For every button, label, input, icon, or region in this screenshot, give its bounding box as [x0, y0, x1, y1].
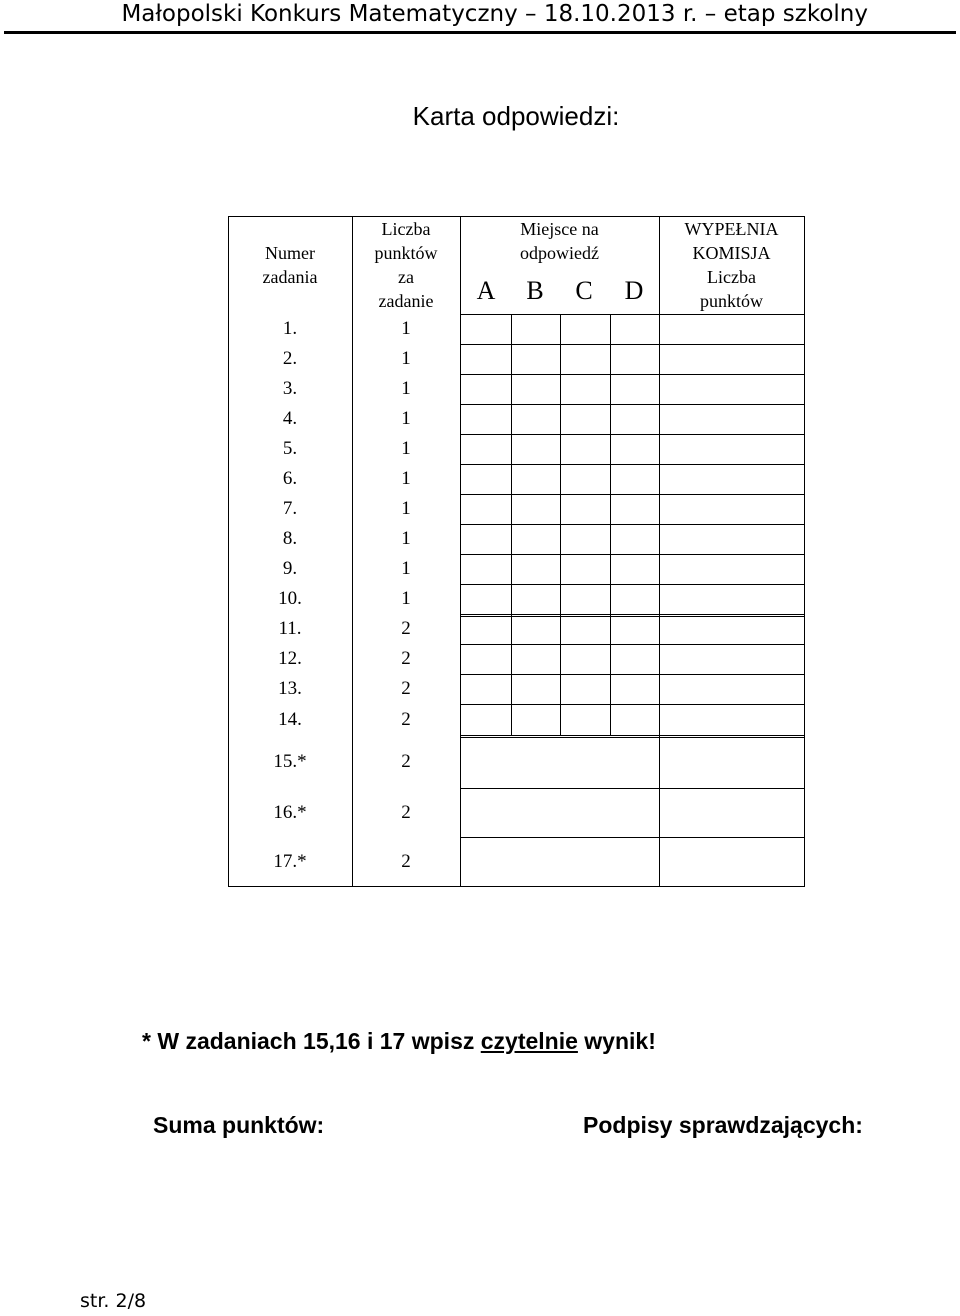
col-divider — [659, 216, 660, 886]
col-divider — [460, 216, 461, 886]
note-text-after: wynik! — [577, 1028, 656, 1054]
task-number-8: 8. — [282, 528, 298, 549]
task-number-6: 6. — [282, 468, 298, 489]
row-divider — [460, 404, 805, 405]
task-number-1: 1. — [282, 318, 298, 339]
row-divider — [460, 344, 805, 345]
row-divider — [460, 737, 805, 738]
page-number: str. 2/8 — [80, 1290, 147, 1312]
table-border-right — [804, 216, 805, 887]
task-number-7: 7. — [282, 498, 298, 519]
task-points-10: 1 — [401, 588, 411, 609]
header-task-line-1: Numer — [265, 243, 315, 263]
table-border-bottom — [228, 886, 805, 887]
task-points-13: 2 — [401, 678, 411, 699]
row-divider — [460, 735, 805, 736]
header-answer-line-2: odpowiedź — [520, 243, 599, 263]
row-divider — [460, 644, 805, 645]
task-number-12: 12. — [278, 648, 302, 669]
task-number-14: 14. — [278, 709, 302, 730]
task-points-11: 2 — [401, 618, 411, 639]
task-points-9: 1 — [401, 558, 411, 579]
task-points-7: 1 — [401, 498, 411, 519]
row-divider — [460, 616, 805, 617]
task-number-13: 13. — [278, 678, 302, 699]
header-commission-line-1: WYPEŁNIA — [684, 219, 779, 239]
task-points-12: 2 — [401, 648, 411, 669]
instruction-note — [142, 1026, 656, 1056]
task-points-14: 2 — [401, 709, 411, 730]
page-title: Karta odpowiedzi: — [412, 101, 620, 131]
header-answer-line-1: Miejsce na — [520, 219, 599, 239]
task-points-6: 1 — [401, 468, 411, 489]
task-points-2: 1 — [401, 348, 411, 369]
row-divider — [460, 584, 805, 585]
task-points-15: 2 — [401, 751, 411, 772]
header-points-line-4: zadanie — [378, 291, 434, 311]
row-divider — [460, 554, 805, 555]
header-commission-line-3: Liczba — [707, 267, 756, 287]
row-divider — [460, 674, 805, 675]
header-points-line-2: punktów — [374, 243, 438, 263]
header-commission-line-4: punktów — [700, 291, 763, 311]
task-number-16: 16.* — [273, 802, 307, 823]
answer-letter-b: B — [526, 276, 544, 305]
task-points-1: 1 — [401, 318, 411, 339]
task-number-15: 15.* — [273, 751, 307, 772]
header-points-line-3: za — [398, 267, 414, 287]
task-number-3: 3. — [282, 378, 298, 399]
task-points-5: 1 — [401, 438, 411, 459]
row-divider — [460, 837, 805, 838]
row-divider — [460, 524, 805, 525]
answer-letter-d: D — [624, 276, 644, 305]
row-divider — [460, 614, 805, 615]
note-text-before: * W zadaniach 15,16 i 17 wpisz — [142, 1028, 481, 1054]
row-divider — [460, 788, 805, 789]
answer-letter-a: A — [476, 276, 496, 305]
task-points-3: 1 — [401, 378, 411, 399]
header-text: Małopolski Konkurs Matematyczny – 18.10.2013 r. – etap szkolny — [121, 1, 868, 27]
task-number-2: 2. — [282, 348, 298, 369]
row-divider — [460, 494, 805, 495]
task-number-11: 11. — [278, 618, 302, 639]
row-divider — [460, 374, 805, 375]
task-number-9: 9. — [282, 558, 298, 579]
sum-label: Suma punktów: — [153, 1112, 325, 1138]
task-points-4: 1 — [401, 408, 411, 429]
note-text-underlined: czytelnie — [480, 1028, 578, 1054]
header-task-line-2: zadania — [262, 267, 318, 287]
task-points-17: 2 — [401, 851, 411, 872]
task-number-10: 10. — [278, 588, 302, 609]
task-points-8: 1 — [401, 528, 411, 549]
answer-letter-c: C — [575, 276, 593, 305]
signatures-label: Podpisy sprawdzających: — [583, 1112, 863, 1138]
row-divider — [460, 434, 805, 435]
row-divider — [460, 704, 805, 705]
row-divider — [460, 464, 805, 465]
header-points-line-1: Liczba — [381, 219, 431, 239]
task-number-4: 4. — [282, 408, 298, 429]
header-divider — [460, 314, 805, 315]
task-number-17: 17.* — [273, 851, 307, 872]
task-points-16: 2 — [401, 802, 411, 823]
header-commission-line-2: KOMISJA — [692, 243, 771, 263]
task-number-5: 5. — [282, 438, 298, 459]
